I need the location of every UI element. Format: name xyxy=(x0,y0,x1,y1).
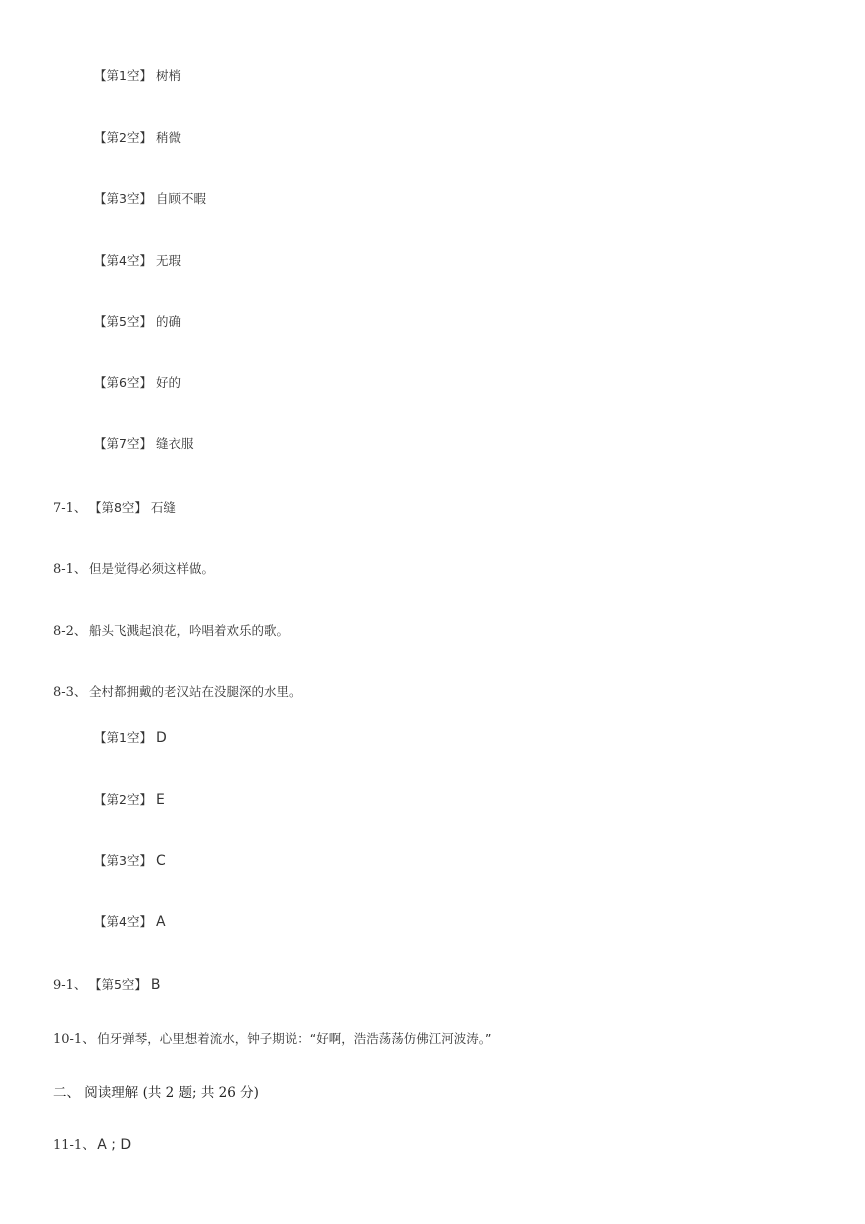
answer-line xyxy=(94,251,181,269)
answer-line xyxy=(94,128,181,146)
question-number: 8-1、 xyxy=(53,562,87,577)
answer-line xyxy=(94,912,166,930)
answer-line xyxy=(94,312,181,330)
question-answer-9-1 xyxy=(53,974,161,993)
blank-tag: 【第1空】 xyxy=(94,730,152,745)
question-answer-8-3 xyxy=(53,681,301,700)
answer-text: 的确 xyxy=(155,314,181,329)
blank-tag: 【第5空】 xyxy=(94,314,152,329)
answer-line xyxy=(94,66,181,84)
blank-tag: 【第2空】 xyxy=(94,130,152,145)
blank-tag: 【第2空】 xyxy=(94,792,152,807)
question-number: 8-3、 xyxy=(53,685,87,700)
question-answer-8-2 xyxy=(53,620,289,639)
blank-tag: 【第3空】 xyxy=(94,191,152,206)
blank-tag: 【第1空】 xyxy=(94,68,152,83)
answer-text: 船头飞溅起浪花，吟唱着欢乐的歌。 xyxy=(88,623,289,638)
answer-line xyxy=(94,434,193,452)
blank-tag: 【第3空】 xyxy=(94,853,152,868)
answer-text: D xyxy=(155,730,167,746)
answer-line xyxy=(94,189,206,207)
answer-text: A ; D xyxy=(97,1137,132,1153)
question-answer-11-1 xyxy=(53,1134,131,1153)
blank-tag: 【第8空】 xyxy=(88,500,147,515)
answer-text: A xyxy=(155,914,166,930)
answer-line xyxy=(94,851,166,869)
blank-tag: 【第7空】 xyxy=(94,436,152,451)
section-title: 二、 阅读理解 (共 2 题; 共 26 分) xyxy=(53,1085,259,1101)
question-answer-10-1 xyxy=(53,1028,491,1047)
answer-text: 好的 xyxy=(155,375,181,390)
answer-text: 缝衣服 xyxy=(155,436,194,451)
answer-text: 自顾不暇 xyxy=(155,191,206,206)
answer-text: 树梢 xyxy=(155,68,181,83)
question-number: 11-1、 xyxy=(53,1138,96,1153)
answer-line xyxy=(94,790,165,808)
question-number: 10-1、 xyxy=(53,1032,96,1047)
question-number: 8-2、 xyxy=(53,624,87,639)
answer-text: E xyxy=(155,792,165,808)
answer-text: 石缝 xyxy=(150,500,176,515)
question-answer-7-1 xyxy=(53,497,176,516)
blank-tag: 【第4空】 xyxy=(94,914,152,929)
answer-text: 无瑕 xyxy=(155,253,181,268)
blank-tag: 【第5空】 xyxy=(88,977,147,992)
answer-text: 全村都拥戴的老汉站在没腿深的水里。 xyxy=(88,684,302,699)
answer-line xyxy=(94,373,181,391)
answer-text: 稍微 xyxy=(155,130,181,145)
question-number: 9-1、 xyxy=(53,978,87,993)
answer-text: 但是觉得必须这样做。 xyxy=(88,561,214,576)
answer-text: 伯牙弹琴，心里想着流水，钟子期说：“好啊，浩浩荡荡仿佛江河波涛。” xyxy=(97,1031,492,1046)
answer-line xyxy=(94,728,167,746)
question-number: 7-1、 xyxy=(53,501,87,516)
answer-text: C xyxy=(155,853,166,869)
blank-tag: 【第6空】 xyxy=(94,375,152,390)
blank-tag: 【第4空】 xyxy=(94,253,152,268)
answer-text: B xyxy=(150,977,161,993)
question-answer-8-1 xyxy=(53,558,214,577)
section-heading xyxy=(53,1081,259,1101)
